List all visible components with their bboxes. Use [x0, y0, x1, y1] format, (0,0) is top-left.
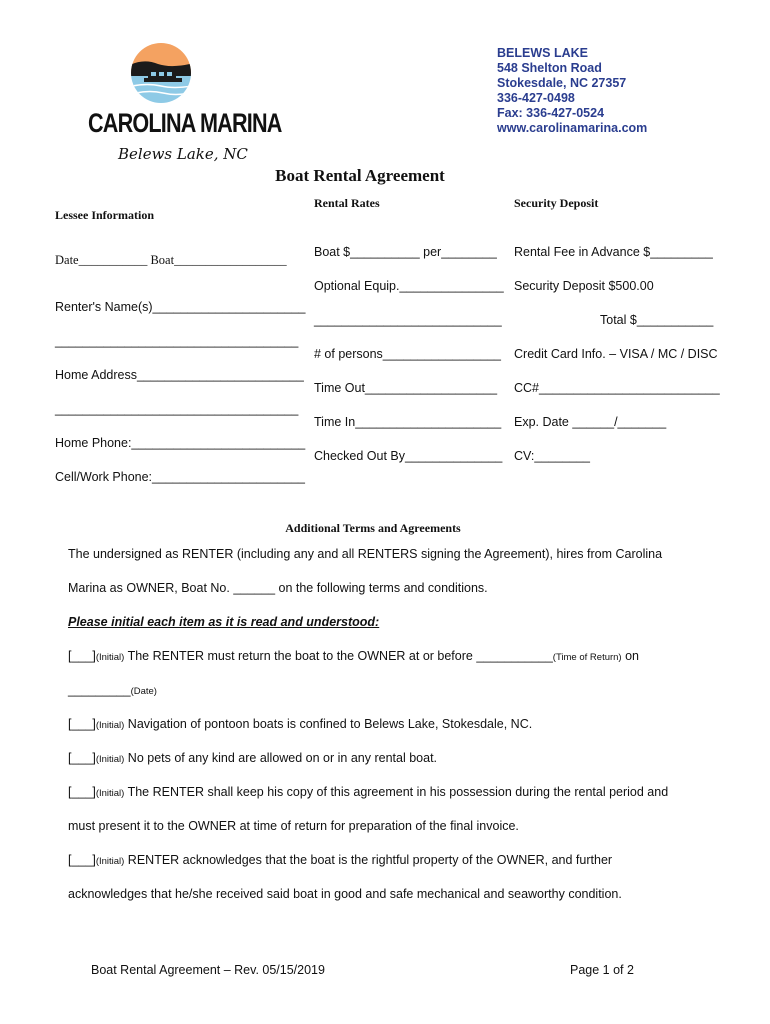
- term-text: No pets of any kind are allowed on or in any rental boat.: [124, 751, 438, 765]
- page-number: Page 1 of 2: [570, 963, 634, 977]
- term-item-return-date: [68, 683, 157, 697]
- contact-fax: Fax: 336-427-0524: [497, 106, 605, 120]
- term-item-property: [68, 853, 612, 867]
- time-out-field[interactable]: Time Out___________________: [314, 381, 498, 395]
- term-text-on: on: [621, 649, 639, 663]
- contact-city: Stokesdale, NC 27357: [497, 76, 627, 90]
- contact-website: www.carolinamarina.com: [497, 121, 648, 135]
- contact-line: BELEWS LAKE: [497, 46, 588, 60]
- term-item-navigation: [68, 717, 532, 731]
- exp-date-field[interactable]: Exp. Date ______/_______: [514, 415, 667, 429]
- home-address-continued-field[interactable]: ___________________________________: [55, 402, 299, 416]
- optional-equip-continued-field[interactable]: ___________________________: [314, 313, 502, 327]
- cell-phone-field[interactable]: Cell/Work Phone:______________________: [55, 470, 305, 484]
- term-text: The RENTER must return the boat to the OWNER at or before ___________: [124, 649, 553, 663]
- cv-field[interactable]: CV:________: [514, 449, 590, 463]
- persons-field[interactable]: # of persons_________________: [314, 347, 501, 361]
- term-item-copy: [68, 785, 668, 799]
- term-item-return: [68, 649, 639, 663]
- logo-name: CAROLINA MARINA: [88, 108, 282, 138]
- terms-heading: Additional Terms and Agreements: [285, 521, 461, 535]
- terms-intro-line2: Marina as OWNER, Boat No. ______ on the following terms and conditions.: [68, 581, 488, 595]
- optional-equip-field[interactable]: Optional Equip._______________: [314, 279, 504, 293]
- cc-number-field[interactable]: CC#__________________________: [514, 381, 720, 395]
- initial-box[interactable]: [___]: [68, 751, 96, 765]
- contact-phone: 336-427-0498: [497, 91, 575, 105]
- boat-rate-field[interactable]: Boat $__________ per________: [314, 245, 497, 259]
- initial-label: (Initial): [95, 720, 125, 731]
- initial-label: (Initial): [95, 856, 125, 867]
- rental-fee-field[interactable]: Rental Fee in Advance $_________: [514, 245, 713, 259]
- initial-box[interactable]: [___]: [68, 717, 96, 731]
- initial-box[interactable]: [___]: [68, 785, 96, 799]
- initial-label: (Initial): [95, 652, 125, 663]
- time-of-return-label: (Time of Return): [552, 652, 622, 663]
- term-item-copy-continued: must present it to the OWNER at time of return for preparation of the final invoice.: [68, 819, 519, 833]
- sun-boat-emblem-icon: [88, 36, 248, 111]
- credit-card-info-text: Credit Card Info. – VISA / MC / DISC: [514, 347, 718, 361]
- lessee-header: Lessee Information: [55, 208, 154, 222]
- term-text: RENTER acknowledges that the boat is the rightful property of the OWNER, and further: [124, 853, 613, 867]
- terms-intro-line1: The undersigned as RENTER (including any and all RENTERS signing the Agreement), hires from Carolina: [68, 547, 663, 561]
- initial-instruction: Please initial each item as it is read and understood:: [68, 615, 380, 629]
- logo-tagline: Belews Lake, NC: [118, 145, 248, 163]
- term-text: Navigation of pontoon boats is confined to Belews Lake, Stokesdale, NC.: [124, 717, 533, 731]
- checked-out-by-field[interactable]: Checked Out By______________: [314, 449, 503, 463]
- contact-address: 548 Shelton Road: [497, 61, 602, 75]
- page-title: Boat Rental Agreement: [275, 166, 445, 185]
- deposit-header: Security Deposit: [514, 196, 599, 210]
- total-field[interactable]: Total $___________: [600, 313, 714, 327]
- date-label: (Date): [130, 686, 157, 697]
- home-address-field[interactable]: Home Address________________________: [55, 368, 304, 382]
- home-phone-field[interactable]: Home Phone:_________________________: [55, 436, 306, 450]
- date-boat-field[interactable]: Date___________ Boat__________________: [55, 253, 287, 267]
- renter-name-continued-field[interactable]: ___________________________________: [55, 334, 299, 348]
- initial-box[interactable]: [___]: [68, 853, 96, 867]
- initial-box[interactable]: [___]: [68, 649, 96, 663]
- term-item-pets: [68, 751, 437, 765]
- security-deposit-text: Security Deposit $500.00: [514, 279, 654, 293]
- initial-label: (Initial): [95, 788, 125, 799]
- initial-label: (Initial): [95, 754, 125, 765]
- term-item-property-continued: acknowledges that he/she received said boat in good and safe mechanical and seaworthy condition.: [68, 887, 622, 901]
- rates-header: Rental Rates: [314, 196, 380, 210]
- time-in-field[interactable]: Time In_____________________: [314, 415, 502, 429]
- contact-block: [497, 46, 647, 136]
- footer-revision: Boat Rental Agreement – Rev. 05/15/2019: [91, 963, 325, 977]
- term-text: The RENTER shall keep his copy of this agreement in his possession during the rental period and: [124, 785, 669, 799]
- date-blank[interactable]: _________: [68, 683, 131, 697]
- renter-name-field[interactable]: Renter's Name(s)______________________: [55, 300, 306, 314]
